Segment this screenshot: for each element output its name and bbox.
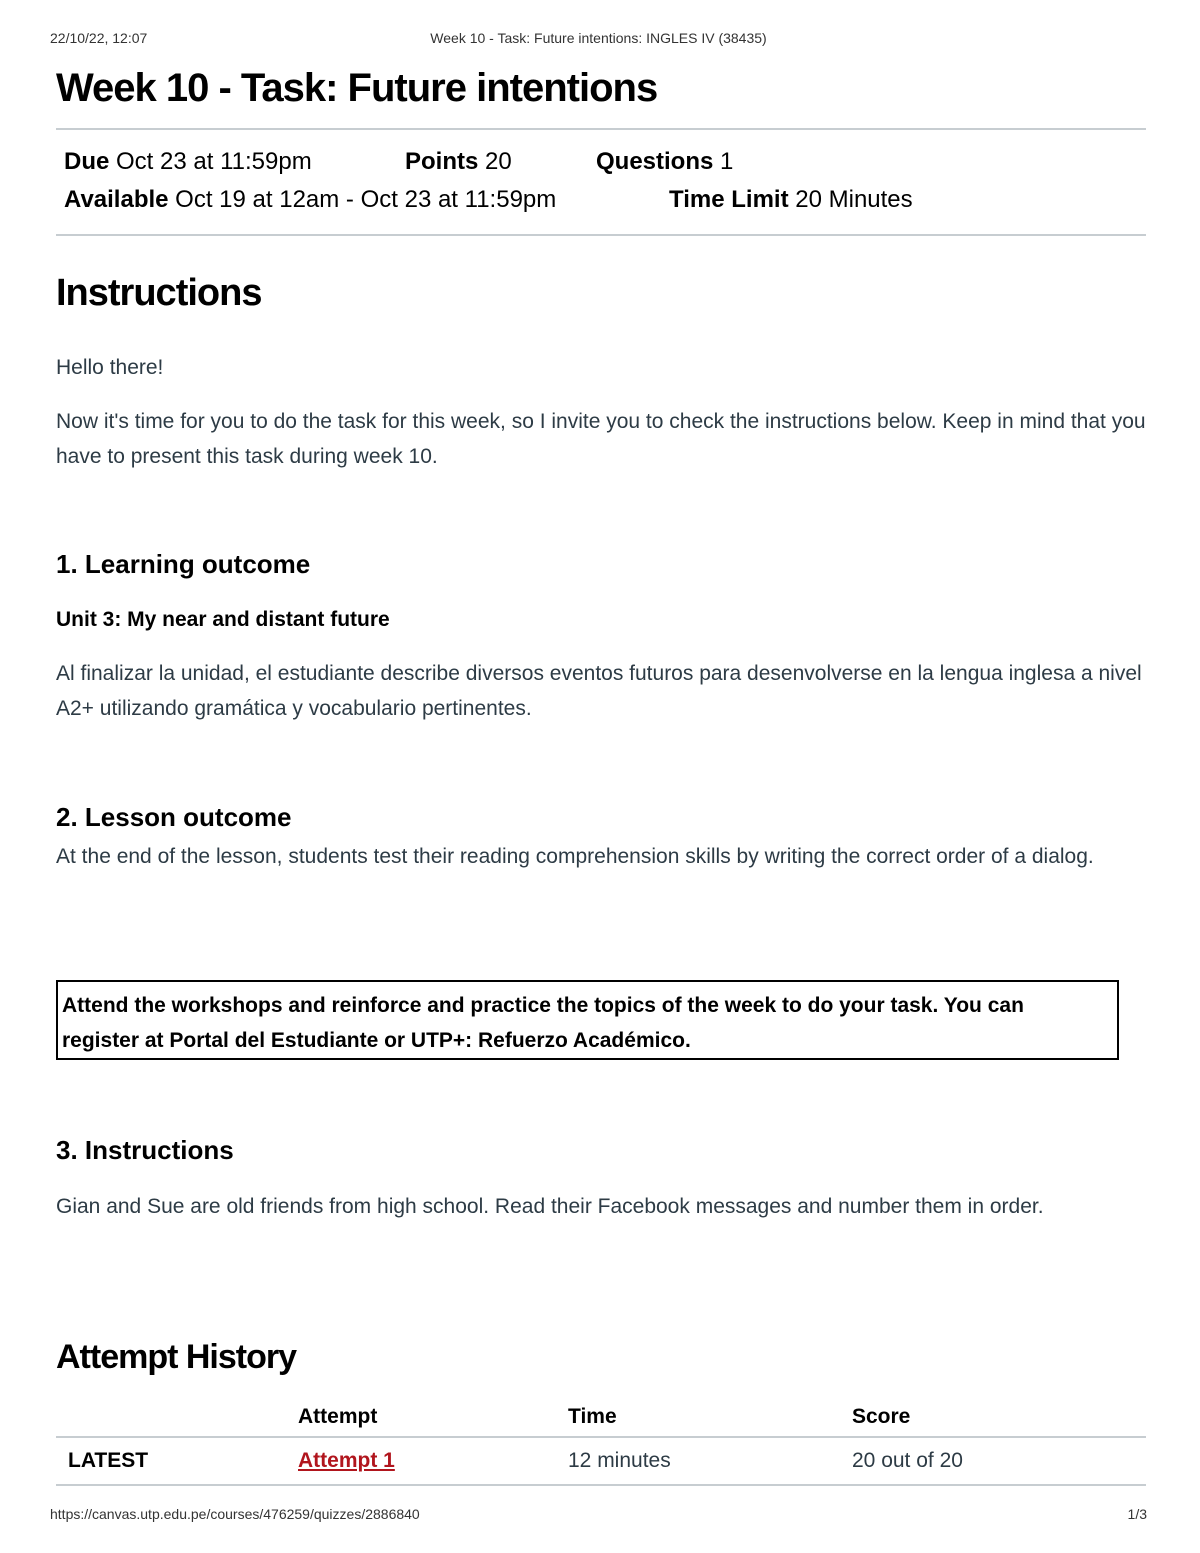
attempt-time: 12 minutes <box>568 1437 852 1485</box>
instructions-step-heading: 3. Instructions <box>56 1135 234 1165</box>
points-value: 20 <box>485 148 512 175</box>
greeting-text: Hello there! <box>56 356 164 379</box>
attempt-history-heading: Attempt History <box>56 1338 297 1376</box>
due-value: Oct 23 at 11:59pm <box>116 148 312 175</box>
points-detail <box>405 148 512 176</box>
print-footer <box>50 1506 1147 1526</box>
attempt-status: LATEST <box>56 1437 298 1485</box>
print-date: 22/10/22, 12:07 <box>50 30 148 46</box>
attempt-cell <box>298 1437 568 1485</box>
column-header-status <box>56 1398 298 1437</box>
attempt-history-table <box>56 1398 1146 1486</box>
attempt-link[interactable]: Attempt 1 <box>298 1449 395 1472</box>
questions-label: Questions <box>596 148 714 175</box>
points-label: Points <box>405 148 479 175</box>
learning-outcome-heading: 1. Learning outcome <box>56 549 311 579</box>
attempt-score: 20 out of 20 <box>852 1437 1146 1485</box>
workshop-notice-text: Attend the workshops and reinforce and practice the topics of the week to do your task. You can register at Portal del Estudiante or UTP+: Refuerzo Académico. <box>62 994 1024 1052</box>
unit-heading: Unit 3: My near and distant future <box>56 608 390 631</box>
time-limit-detail <box>669 186 913 214</box>
print-header <box>50 30 1147 50</box>
page-number: 1/3 <box>1127 1506 1147 1522</box>
workshop-notice-box <box>56 980 1119 1060</box>
due-detail <box>64 148 312 176</box>
instructions-step-text: Gian and Sue are old friends from high school. Read their Facebook messages and number them in order. <box>56 1195 1044 1218</box>
due-label: Due <box>64 148 110 175</box>
print-document-title: Week 10 - Task: Future intentions: INGLES IV (38435) <box>430 30 767 46</box>
column-header-score: Score <box>852 1398 1146 1437</box>
unit-text: Al finalizar la unidad, el estudiante describe diversos eventos futuros para desenvolverse en la lengua inglesa a nivel A2+ utilizando gramática y vocabulario pertinentes. <box>56 662 1142 720</box>
time-limit-label: Time Limit <box>669 186 789 213</box>
details-row-1 <box>64 148 1144 178</box>
details-row-2 <box>64 186 1144 216</box>
intro-text: Now it's time for you to do the task for this week, so I invite you to check the instructions below. Keep in mind that you have to present this task during week 10. <box>56 410 1146 468</box>
available-value: Oct 19 at 12am - Oct 23 at 11:59pm <box>175 186 557 213</box>
divider <box>56 128 1146 130</box>
column-header-attempt: Attempt <box>298 1398 568 1437</box>
lesson-outcome-heading: 2. Lesson outcome <box>56 802 292 832</box>
time-limit-value: 20 Minutes <box>795 186 913 213</box>
print-url: https://canvas.utp.edu.pe/courses/476259/quizzes/2886840 <box>50 1506 420 1522</box>
column-header-time: Time <box>568 1398 852 1437</box>
available-detail <box>64 186 556 214</box>
divider <box>56 234 1146 236</box>
instructions-heading: Instructions <box>56 272 262 314</box>
questions-detail <box>596 148 733 176</box>
table-header-row <box>56 1398 1146 1437</box>
available-label: Available <box>64 186 169 213</box>
questions-value: 1 <box>720 148 734 175</box>
page-title: Week 10 - Task: Future intentions <box>56 66 658 110</box>
lesson-outcome-text: At the end of the lesson, students test their reading comprehension skills by writing the correct order of a dialog. <box>56 845 1094 868</box>
table-row <box>56 1437 1146 1485</box>
